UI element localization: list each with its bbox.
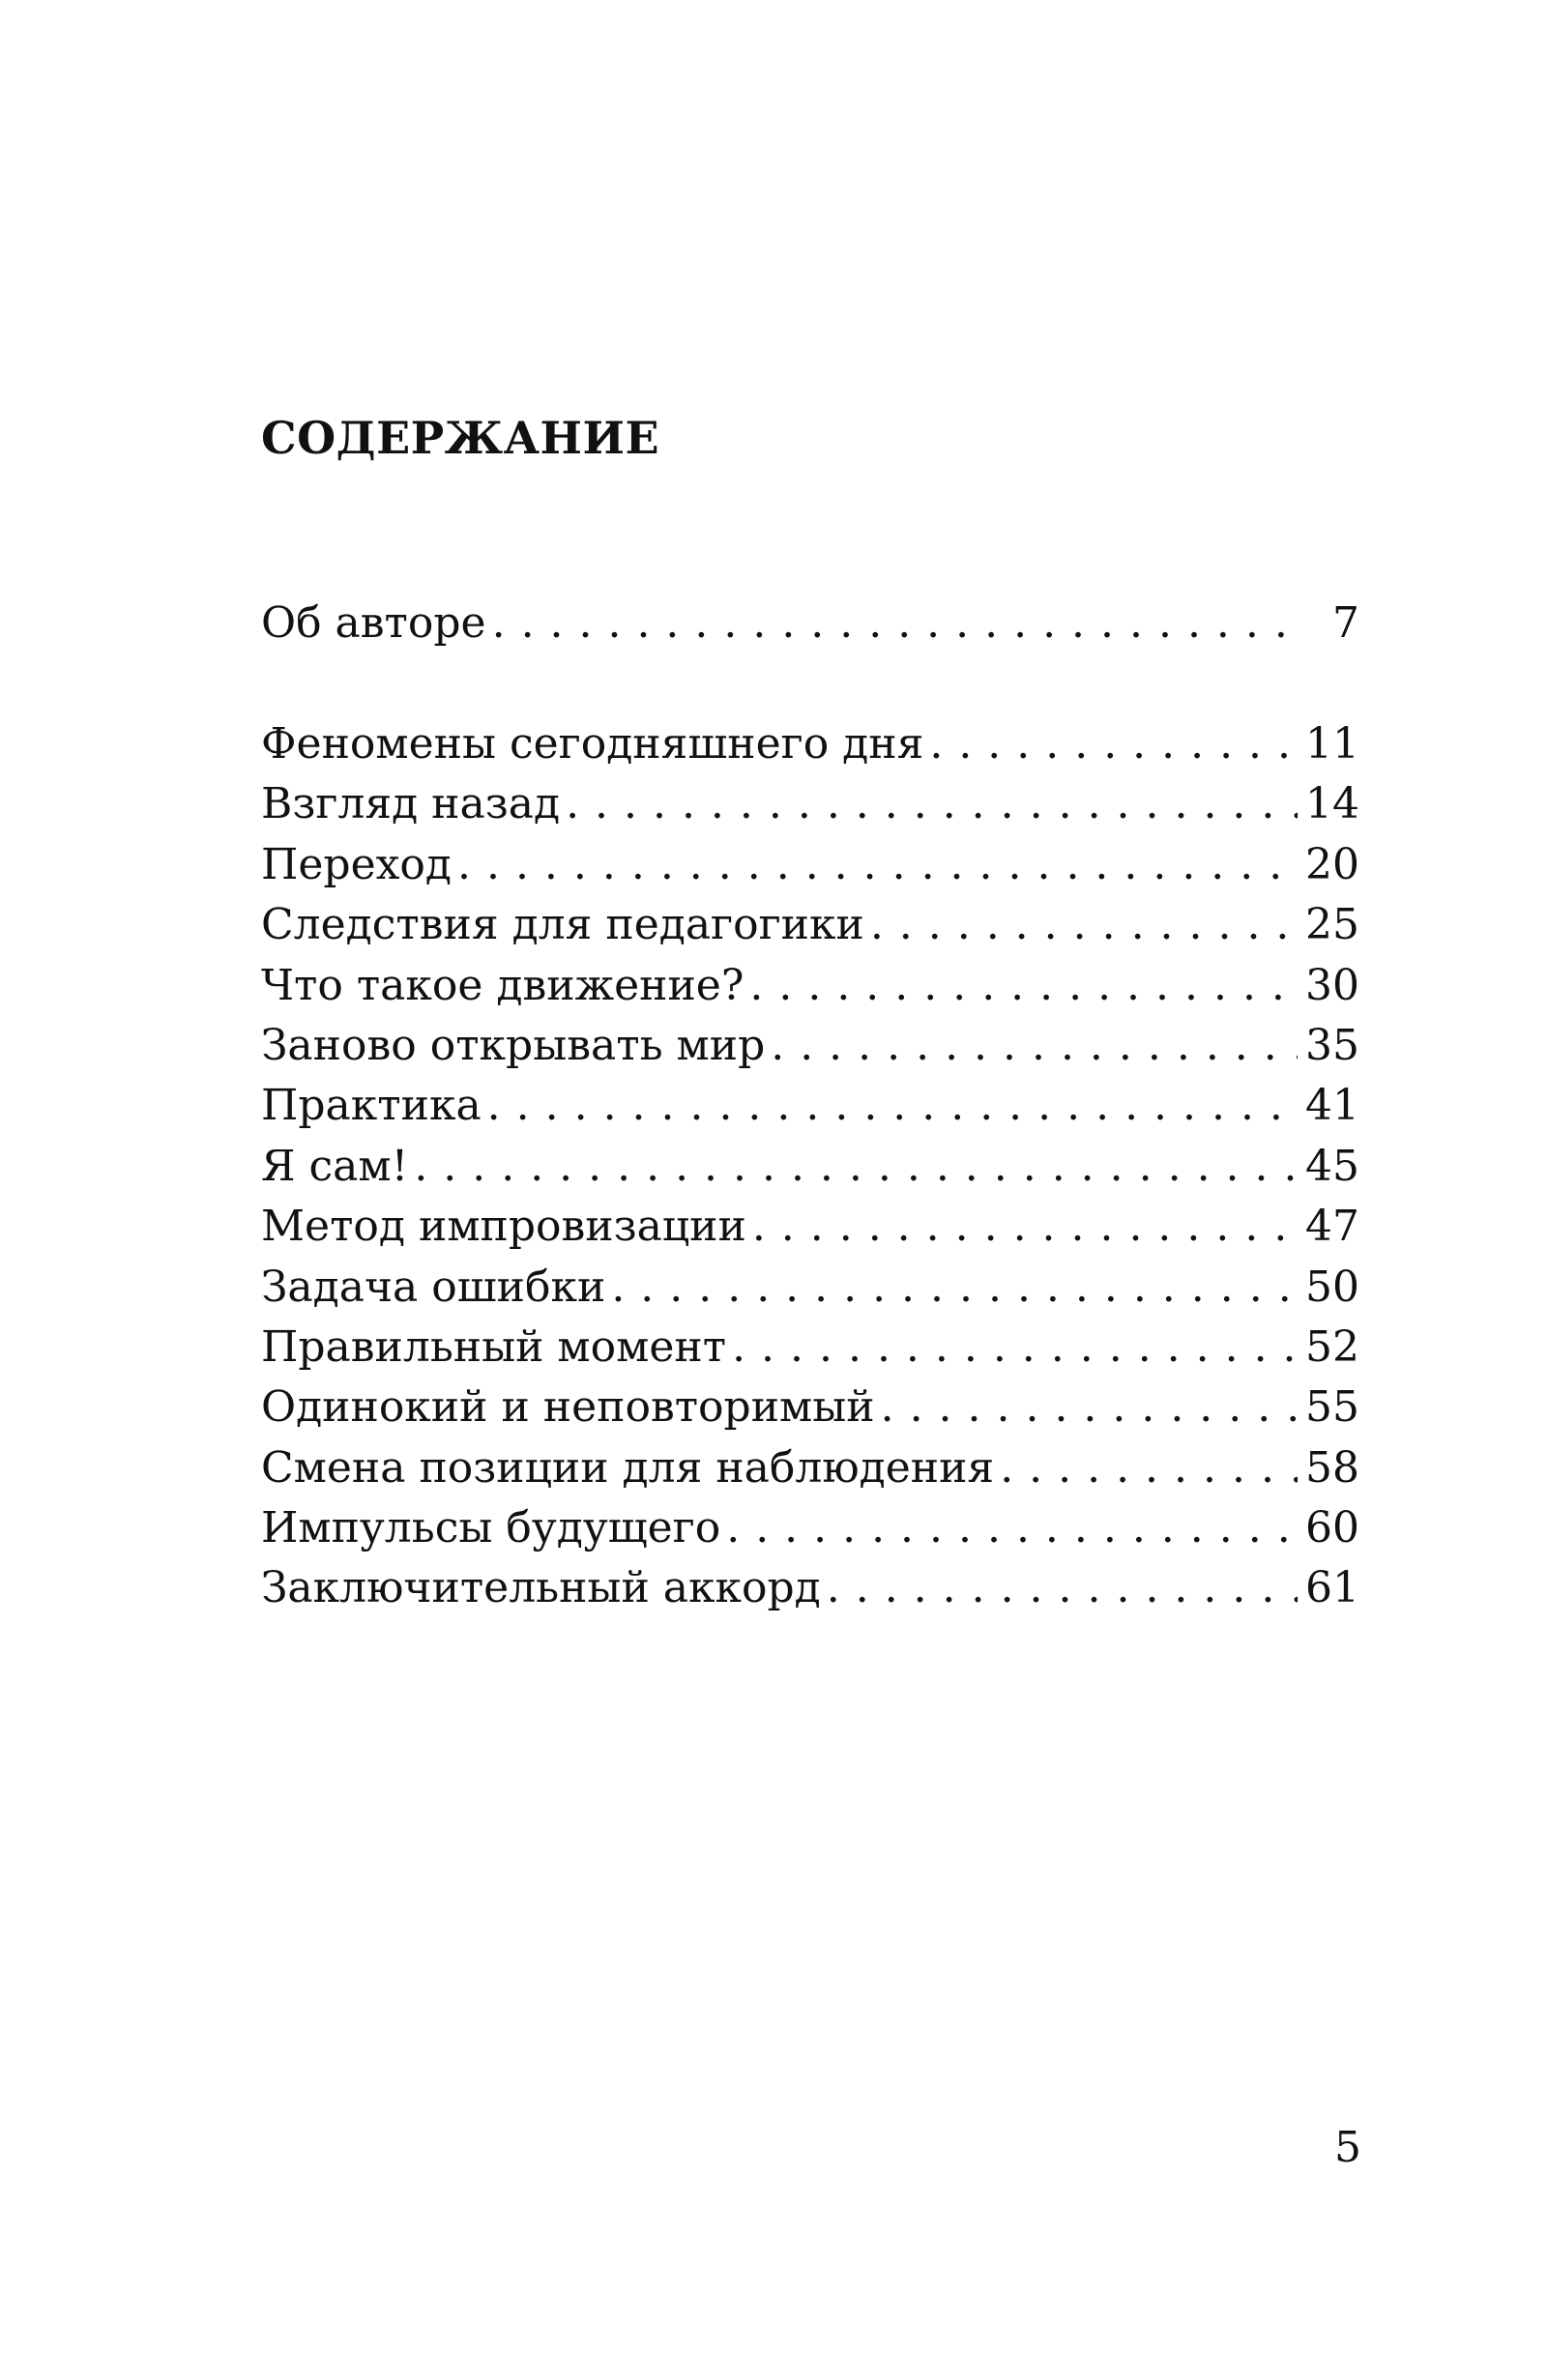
toc-entry[interactable] bbox=[261, 1558, 1359, 1618]
toc-entry-page: 25 bbox=[1305, 900, 1359, 950]
toc-entry-title: Переход bbox=[261, 839, 452, 889]
toc-entry-page: 30 bbox=[1305, 960, 1359, 1010]
toc-entry-page: 45 bbox=[1305, 1141, 1359, 1191]
toc-entry-page: 52 bbox=[1305, 1321, 1359, 1372]
toc-entry[interactable] bbox=[261, 1076, 1359, 1136]
toc-entry-title: Об авторе bbox=[261, 598, 486, 648]
dot-leader bbox=[414, 1137, 1298, 1197]
toc-entry-title: Взгляд назад bbox=[261, 779, 561, 829]
toc-entry[interactable] bbox=[261, 1498, 1359, 1558]
toc-entry[interactable] bbox=[261, 895, 1359, 955]
toc-entry-title: Метод импровизации bbox=[261, 1202, 746, 1252]
dot-leader bbox=[566, 774, 1298, 834]
page-number: 5 bbox=[1334, 2123, 1361, 2172]
toc-entry-page: 61 bbox=[1305, 1563, 1359, 1613]
toc-entry-title: Я сам! bbox=[261, 1141, 409, 1191]
toc-entry-page: 50 bbox=[1305, 1262, 1359, 1312]
toc-entry-page: 20 bbox=[1305, 839, 1359, 889]
toc-entry[interactable] bbox=[261, 1438, 1359, 1498]
toc-entry[interactable] bbox=[261, 1318, 1359, 1378]
toc-entry-title: Импульсы будущего bbox=[261, 1503, 721, 1553]
dot-leader bbox=[749, 956, 1298, 1016]
dot-leader bbox=[732, 1318, 1298, 1378]
toc-entry-title: Одинокий и неповторимый bbox=[261, 1382, 875, 1433]
dot-leader bbox=[611, 1258, 1298, 1318]
dot-leader bbox=[1000, 1438, 1298, 1498]
toc-entry-page: 55 bbox=[1305, 1382, 1359, 1433]
toc-entry-page: 14 bbox=[1305, 779, 1359, 829]
toc-entry-title: Что такое движение? bbox=[261, 960, 744, 1010]
toc-entry-page: 41 bbox=[1305, 1081, 1359, 1131]
dot-leader bbox=[929, 714, 1298, 774]
toc-entry-title: Заключительный аккорд bbox=[261, 1563, 821, 1613]
toc-entry-page: 11 bbox=[1305, 719, 1359, 769]
toc-entry-title: Заново открывать мир bbox=[261, 1020, 766, 1070]
toc-entry[interactable] bbox=[261, 774, 1359, 834]
toc-entry[interactable] bbox=[261, 1258, 1359, 1318]
dot-leader bbox=[487, 1076, 1298, 1136]
toc-entry[interactable] bbox=[261, 956, 1359, 1016]
dot-leader bbox=[870, 895, 1298, 955]
toc-entry[interactable] bbox=[261, 835, 1359, 895]
toc-entry[interactable] bbox=[261, 714, 1359, 774]
toc-chapters-section bbox=[261, 714, 1359, 1619]
dot-leader bbox=[726, 1498, 1298, 1558]
dot-leader bbox=[752, 1197, 1298, 1257]
toc-entry-title: Правильный момент bbox=[261, 1321, 727, 1372]
toc-entry-page: 47 bbox=[1305, 1202, 1359, 1252]
toc-entry-title: Следствия для педагогики bbox=[261, 900, 864, 950]
toc-author-section bbox=[261, 594, 1359, 653]
dot-leader bbox=[881, 1378, 1298, 1437]
toc-entry[interactable] bbox=[261, 594, 1359, 653]
toc-entry-title: Практика bbox=[261, 1081, 482, 1131]
toc-entry[interactable] bbox=[261, 1137, 1359, 1197]
toc-entry[interactable] bbox=[261, 1378, 1359, 1437]
toc-entry-page: 7 bbox=[1332, 598, 1359, 648]
toc-entry-page: 60 bbox=[1305, 1503, 1359, 1553]
toc-entry-page: 58 bbox=[1305, 1442, 1359, 1493]
dot-leader bbox=[771, 1016, 1298, 1076]
toc-entry-page: 35 bbox=[1305, 1020, 1359, 1070]
dot-leader bbox=[492, 594, 1298, 653]
page-heading: СОДЕРЖАНИЕ bbox=[261, 412, 660, 464]
toc-entry[interactable] bbox=[261, 1197, 1359, 1257]
toc-entry-title: Смена позиции для наблюдения bbox=[261, 1442, 995, 1493]
toc-entry-title: Феномены сегодняшнего дня bbox=[261, 719, 924, 769]
dot-leader bbox=[827, 1558, 1298, 1618]
dot-leader bbox=[457, 835, 1298, 895]
toc-entry-title: Задача ошибки bbox=[261, 1262, 606, 1312]
toc-entry[interactable] bbox=[261, 1016, 1359, 1076]
